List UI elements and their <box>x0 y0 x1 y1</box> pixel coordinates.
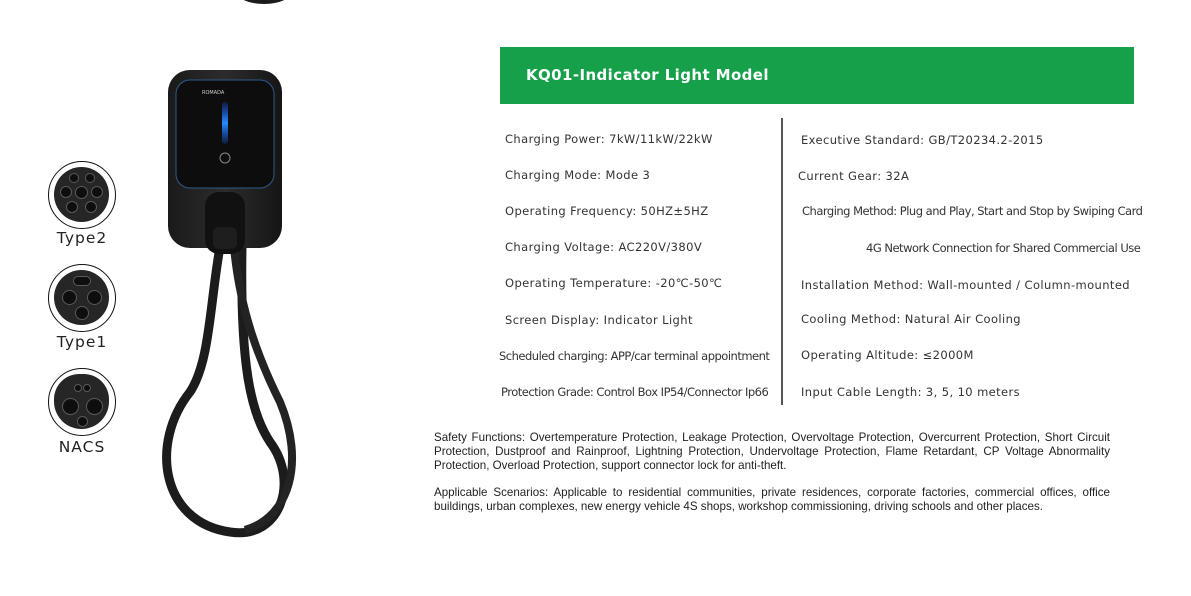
spec-charging-mode: Charging Mode: Mode 3 <box>505 168 651 182</box>
spec-protection-grade: Protection Grade: Control Box IP54/Connector Ip66 <box>501 385 769 399</box>
applicable-scenarios-text: Applicable Scenarios: Applicable to residential communities, private residences, corporate factories, commercial offices, office buildings, urban complexes, new energy vehicle 4S shops, workshop commissioning, driving schools and other places. <box>434 486 1110 513</box>
type1-connector-image <box>48 264 116 332</box>
spec-executive-standard: Executive Standard: GB/T20234.2-2015 <box>801 133 1044 147</box>
nacs-connector-image <box>48 368 116 436</box>
safety-functions-text: Safety Functions: Overtemperature Protection, Leakage Protection, Overvoltage Protection, Overcurrent Protection, Short Circuit Protection, Dustproof and Rainproof, Lightning Protection, Undervoltage Protection, Flame Retardant, CP Voltage Abnormality Protection, Overload Protection, support connector lock for anti-theft. <box>434 431 1110 472</box>
spec-current-gear: Current Gear: 32A <box>798 169 910 183</box>
cropped-product-image <box>236 0 292 4</box>
model-title: KQ01-Indicator Light Model <box>526 66 769 84</box>
column-divider <box>781 118 783 405</box>
spec-charging-method: Charging Method: Plug and Play, Start and Stop by Swiping Card <box>802 204 1143 218</box>
spec-4g-network: 4G Network Connection for Shared Commercial Use <box>866 241 1141 255</box>
type1-label: Type1 <box>56 333 108 351</box>
ev-charger-image <box>150 62 320 547</box>
type2-connector-image <box>48 161 116 229</box>
type2-label: Type2 <box>56 229 108 247</box>
spec-scheduled-charging: Scheduled charging: APP/car terminal appointment <box>499 349 770 363</box>
spec-charging-power: Charging Power: 7kW/11kW/22kW <box>505 132 713 146</box>
spec-screen-display: Screen Display: Indicator Light <box>505 313 693 327</box>
spec-installation-method: Installation Method: Wall-mounted / Column-mounted <box>801 278 1131 292</box>
model-header-bar <box>500 47 1134 104</box>
nacs-label: NACS <box>58 438 106 456</box>
spec-operating-temperature: Operating Temperature: -20℃-50℃ <box>505 276 723 290</box>
spec-charging-voltage: Charging Voltage: AC220V/380V <box>505 240 703 254</box>
spec-cooling-method: Cooling Method: Natural Air Cooling <box>801 312 1021 326</box>
spec-operating-altitude: Operating Altitude: ≤2000M <box>801 348 974 362</box>
device-brand: ROMADA <box>202 90 225 96</box>
spec-input-cable-length: Input Cable Length: 3, 5, 10 meters <box>801 385 1021 399</box>
spec-operating-frequency: Operating Frequency: 50HZ±5HZ <box>505 204 709 218</box>
